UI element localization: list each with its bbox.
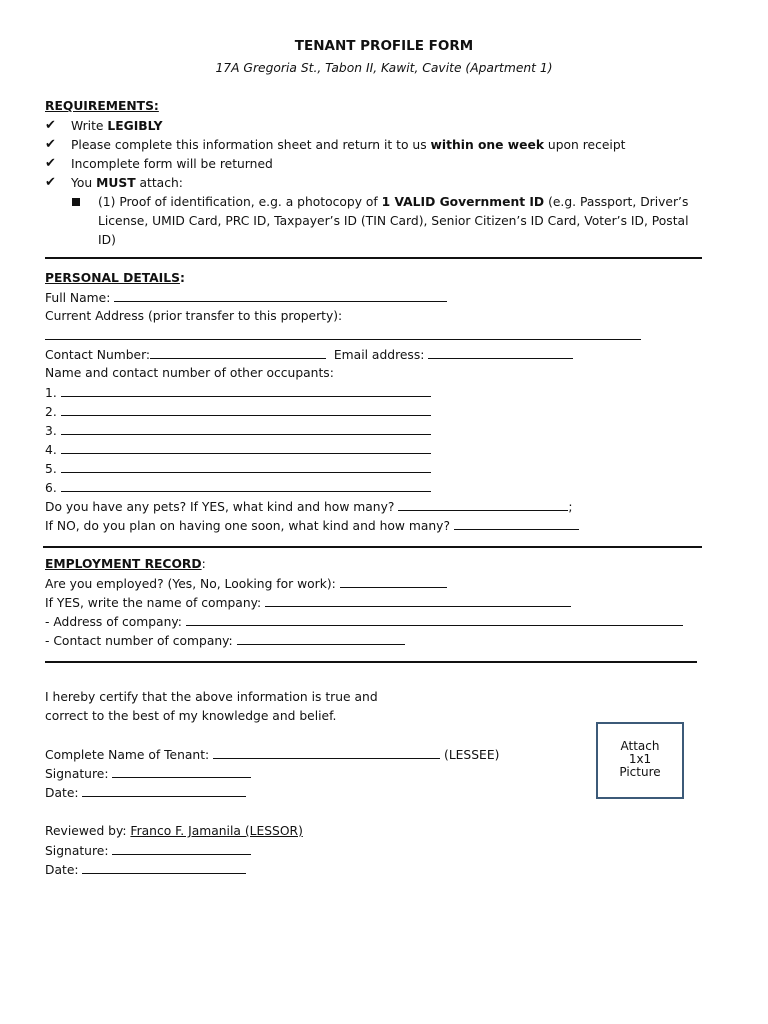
attachment-requirement-line2: License, UMID Card, PRC ID, Taxpayer’s ID (TIN Card), Senior Citizen’s ID Card, Voter’s ID, Postal <box>98 214 689 228</box>
tenant-signature-row <box>45 765 251 782</box>
occupant-row: 5. <box>45 460 431 477</box>
reviewer-date-field[interactable] <box>82 861 246 874</box>
photo-attachment-box[interactable]: Attach 1x1 Picture <box>596 722 684 799</box>
section-divider <box>45 661 697 663</box>
check-icon: ✔ <box>45 137 56 152</box>
form-title: TENANT PROFILE FORM <box>294 38 474 54</box>
employed-row <box>45 575 447 592</box>
signature-label: Signature: <box>45 844 113 858</box>
lessee-tag: (LESSEE) <box>440 748 500 762</box>
date-label: Date: <box>45 863 83 877</box>
company-name-field[interactable] <box>265 594 571 607</box>
occupant-row: 2. <box>45 403 431 420</box>
occupants-label: Name and contact number of other occupants: <box>45 366 334 380</box>
pets-question: Do you have any pets? If YES, what kind and how many? <box>45 500 399 514</box>
email-label: Email address: <box>333 348 429 362</box>
contact-number-label: Contact Number: <box>45 348 151 362</box>
current-address-row <box>45 327 641 344</box>
reviewer-name: Franco F. Jamanila (LESSOR) <box>130 824 303 838</box>
attachment-requirement-line1: (1) Proof of identification, e.g. a photocopy of 1 VALID Government ID (e.g. Passport, Driver’s <box>98 195 689 209</box>
reviewed-by-row <box>45 823 303 839</box>
current-address-label: Current Address (prior transfer to this property): <box>45 309 343 323</box>
pets-plan-question: If NO, do you plan on having one soon, what kind and how many? <box>45 519 454 533</box>
email-field[interactable] <box>428 346 573 359</box>
employed-question: Are you employed? (Yes, No, Looking for work): <box>45 577 340 591</box>
reviewer-signature-row <box>45 842 251 859</box>
company-contact-label: - Contact number of company: <box>45 634 237 648</box>
company-name-label: If YES, write the name of company: <box>45 596 266 610</box>
requirement-item: Incomplete form will be returned <box>71 157 273 171</box>
property-address: 17A Gregoria St., Tabon II, Kawit, Cavite (Apartment 1) <box>215 61 553 75</box>
tenant-name-label: Complete Name of Tenant: <box>45 748 214 762</box>
square-bullet-icon <box>72 198 80 206</box>
requirement-item: You MUST attach: <box>71 176 183 190</box>
company-contact-row <box>45 632 405 649</box>
certification-line1: I hereby certify that the above information is true and <box>45 690 378 704</box>
pets-row: Do you have any pets? If YES, what kind and how many? ; <box>45 500 573 514</box>
requirement-item: Please complete this information sheet and return it to us within one week upon receipt <box>71 138 626 152</box>
requirements-heading: REQUIREMENTS: <box>45 99 159 113</box>
pets-plan-field[interactable] <box>454 517 579 530</box>
tenant-signature-field[interactable] <box>112 765 251 778</box>
reviewed-by-label: Reviewed by: <box>45 824 131 838</box>
company-address-field[interactable] <box>186 613 683 626</box>
section-divider <box>43 546 702 548</box>
occupant-field[interactable] <box>61 479 431 492</box>
signature-label: Signature: <box>45 767 113 781</box>
current-address-field[interactable] <box>45 327 641 340</box>
date-label: Date: <box>45 786 83 800</box>
company-contact-field[interactable] <box>237 632 405 645</box>
occupant-row: 1. <box>45 384 431 401</box>
tenant-name-field[interactable] <box>213 746 440 759</box>
contact-row <box>45 346 573 363</box>
employment-heading: EMPLOYMENT RECORD: <box>45 557 206 571</box>
occupant-field[interactable] <box>61 441 431 454</box>
tenant-name-row <box>45 746 499 763</box>
reviewer-date-row <box>45 861 246 878</box>
occupant-field[interactable] <box>61 460 431 473</box>
employed-field[interactable] <box>340 575 447 588</box>
check-icon: ✔ <box>45 175 56 190</box>
pets-field[interactable] <box>398 498 568 511</box>
certification-line2: correct to the best of my knowledge and belief. <box>45 709 337 723</box>
full-name-row <box>45 289 447 306</box>
company-address-label: - Address of company: <box>45 615 186 629</box>
section-divider <box>45 257 702 259</box>
full-name-label: Full Name: <box>45 291 115 305</box>
reviewer-signature-field[interactable] <box>112 842 251 855</box>
check-icon: ✔ <box>45 118 56 133</box>
occupant-row: 6. <box>45 479 431 496</box>
tenant-date-field[interactable] <box>82 784 246 797</box>
requirement-item: Write LEGIBLY <box>71 119 163 133</box>
company-address-row <box>45 613 683 630</box>
occupant-field[interactable] <box>61 422 431 435</box>
full-name-field[interactable] <box>114 289 447 302</box>
occupant-row: 3. <box>45 422 431 439</box>
occupant-field[interactable] <box>61 384 431 397</box>
tenant-date-row <box>45 784 246 801</box>
occupant-row: 4. <box>45 441 431 458</box>
personal-details-heading: PERSONAL DETAILS: <box>45 271 185 285</box>
attachment-requirement-line3: ID) <box>98 233 116 247</box>
contact-number-field[interactable] <box>150 346 326 359</box>
check-icon: ✔ <box>45 156 56 171</box>
occupant-field[interactable] <box>61 403 431 416</box>
pets-plan-row <box>45 517 579 534</box>
company-name-row <box>45 594 571 611</box>
